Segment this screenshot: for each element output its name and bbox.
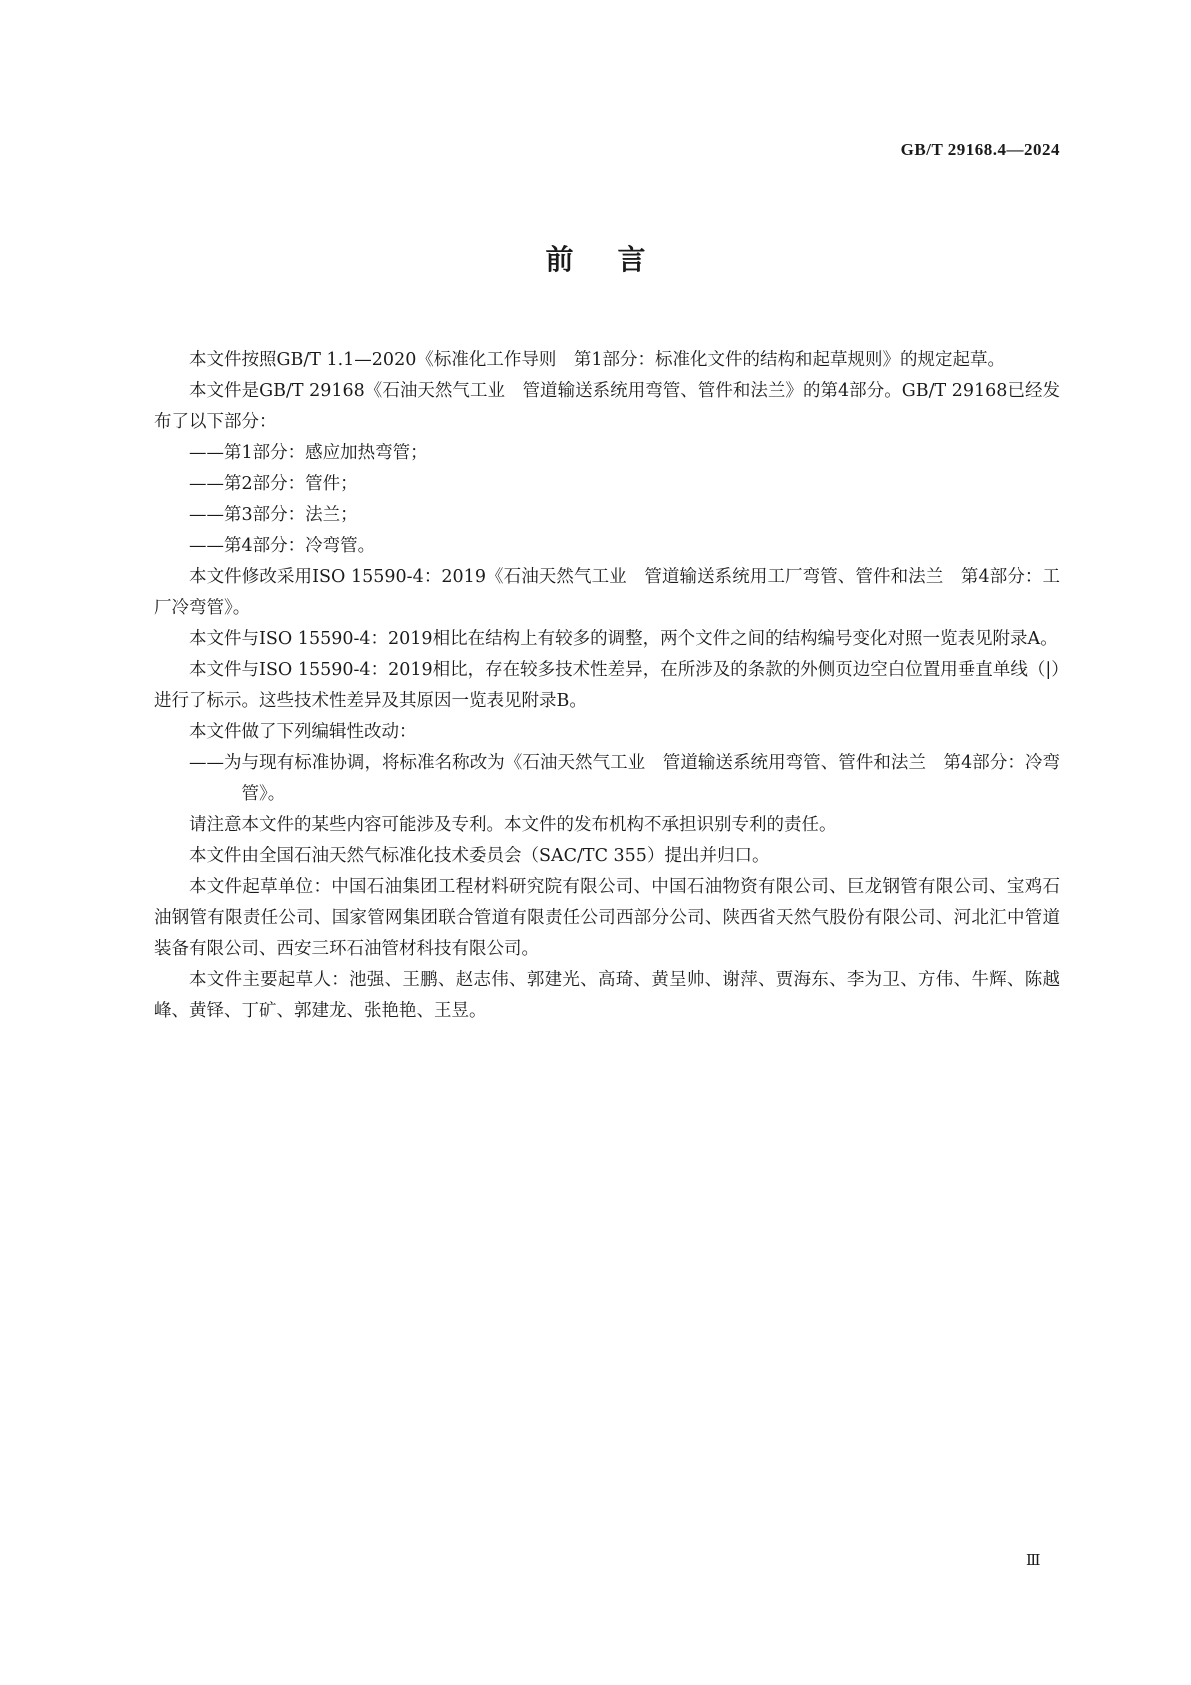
paragraph-proposed-by: 本文件由全国石油天然气标准化技术委员会（SAC/TC 355）提出并归口。 bbox=[189, 846, 770, 866]
foreword-body bbox=[154, 345, 1060, 1027]
paragraph-drafters: 本文件主要起草人：池强、王鹏、赵志伟、郭建光、高琦、黄呈帅、谢萍、贾海东、李为卫、方伟、牛辉、陈越峰、黄铎、丁矿、郭建龙、张艳艳、王昱。 bbox=[154, 970, 1060, 1021]
list-item-part-1: ——第1部分：感应加热弯管； bbox=[189, 443, 428, 463]
standard-code: GB/T 29168.4—2024 bbox=[900, 140, 1060, 159]
list-item-part-2: ——第2部分：管件； bbox=[189, 474, 358, 494]
list-item-part-4: ——第4部分：冷弯管。 bbox=[189, 536, 376, 556]
page-number: Ⅲ bbox=[1026, 1553, 1041, 1569]
paragraph-drafting-units: 本文件起草单位：中国石油集团工程材料研究院有限公司、中国石油物资有限公司、巨龙钢管有限公司、宝鸡石油钢管有限责任公司、国家管网集团联合管道有限责任公司西部分公司、陕西省天然气股份有限公司、河北汇中管道装备有限公司、西安三环石油管材科技有限公司。 bbox=[154, 877, 1060, 959]
paragraph-editorial-changes: 本文件做了下列编辑性改动： bbox=[189, 722, 417, 742]
paragraph-patent-notice: 请注意本文件的某些内容可能涉及专利。本文件的发布机构不承担识别专利的责任。 bbox=[189, 815, 837, 835]
paragraph-drafting-rules: 本文件按照GB/T 1.1—2020《标准化工作导则 第1部分：标准化文件的结构和起草规则》的规定起草。 bbox=[189, 350, 1005, 370]
page-title: 前言 bbox=[545, 243, 690, 276]
paragraph-technical-differences: 本文件与ISO 15590-4：2019相比，存在较多技术性差异，在所涉及的条款的外侧页边空白位置用垂直单线（|）进行了标示。这些技术性差异及其原因一览表见附录B。 bbox=[154, 660, 1060, 711]
list-item-part-3: ——第3部分：法兰； bbox=[189, 505, 358, 525]
paragraph-iso-adoption: 本文件修改采用ISO 15590-4：2019《石油天然气工业 管道输送系统用工厂弯管、管件和法兰 第4部分：工厂冷弯管》。 bbox=[154, 567, 1060, 618]
paragraph-structure-changes: 本文件与ISO 15590-4：2019相比在结构上有较多的调整，两个文件之间的结构编号变化对照一览表见附录A。 bbox=[189, 629, 1058, 649]
paragraph-part-of-series: 本文件是GB/T 29168《石油天然气工业 管道输送系统用弯管、管件和法兰》的第4部分。GB/T 29168已经发布了以下部分： bbox=[154, 381, 1060, 432]
list-item-title-change: ——为与现有标准协调，将标准名称改为《石油天然气工业 管道输送系统用弯管、管件和法兰 第4部分：冷弯管》。 bbox=[189, 753, 1060, 804]
